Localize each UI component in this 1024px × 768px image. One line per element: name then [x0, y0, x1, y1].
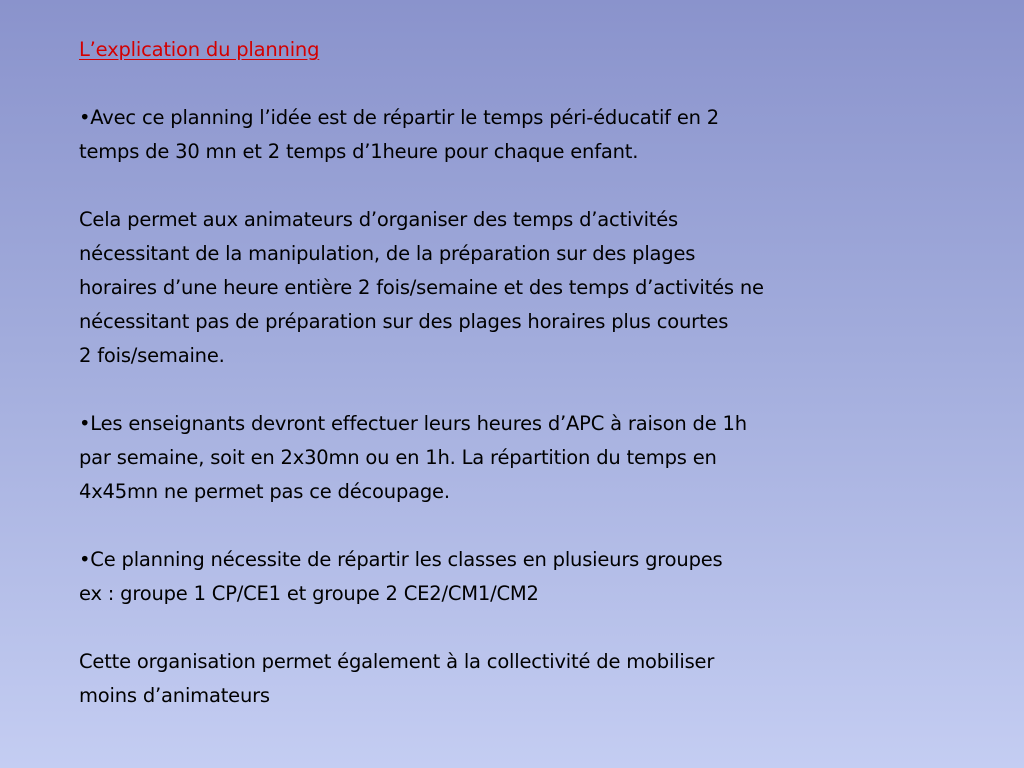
text-line: •Les enseignants devront effectuer leurs heures d’APC à raison de 1h	[79, 412, 747, 435]
text-line: •Avec ce planning l’idée est de répartir le temps péri-éducatif en 2	[79, 106, 720, 129]
paragraph-collectivite	[79, 645, 979, 713]
text-line: ex : groupe 1 CP/CE1 et groupe 2 CE2/CM1/CM2	[79, 582, 539, 605]
text-line: par semaine, soit en 2x30mn ou en 1h. La répartition du temps en	[79, 446, 717, 469]
text-line: temps de 30 mn et 2 temps d’1heure pour chaque enfant.	[79, 140, 639, 163]
text-line: Cela permet aux animateurs d’organiser des temps d’activités	[79, 208, 678, 231]
spacer	[79, 373, 979, 407]
text-line: •Ce planning nécessite de répartir les classes en plusieurs groupes	[79, 548, 723, 571]
text-line: nécessitant de la manipulation, de la préparation sur des plages	[79, 242, 696, 265]
text-line: moins d’animateurs	[79, 684, 270, 707]
text-line: Cette organisation permet également à la collectivité de mobiliser	[79, 650, 715, 673]
slide-content	[79, 33, 979, 713]
paragraph-animateurs	[79, 203, 979, 373]
paragraph-enseignants	[79, 407, 979, 509]
spacer	[79, 67, 979, 101]
slide-title: L’explication du planning	[79, 38, 320, 61]
spacer	[79, 611, 979, 645]
spacer	[79, 169, 979, 203]
spacer	[79, 509, 979, 543]
paragraph-planning-intro	[79, 101, 979, 169]
text-line: 2 fois/semaine.	[79, 344, 225, 367]
paragraph-groupes	[79, 543, 979, 611]
text-line: horaires d’une heure entière 2 fois/semaine et des temps d’activités ne	[79, 276, 764, 299]
text-line: nécessitant pas de préparation sur des plages horaires plus courtes	[79, 310, 729, 333]
text-line: 4x45mn ne permet pas ce découpage.	[79, 480, 450, 503]
